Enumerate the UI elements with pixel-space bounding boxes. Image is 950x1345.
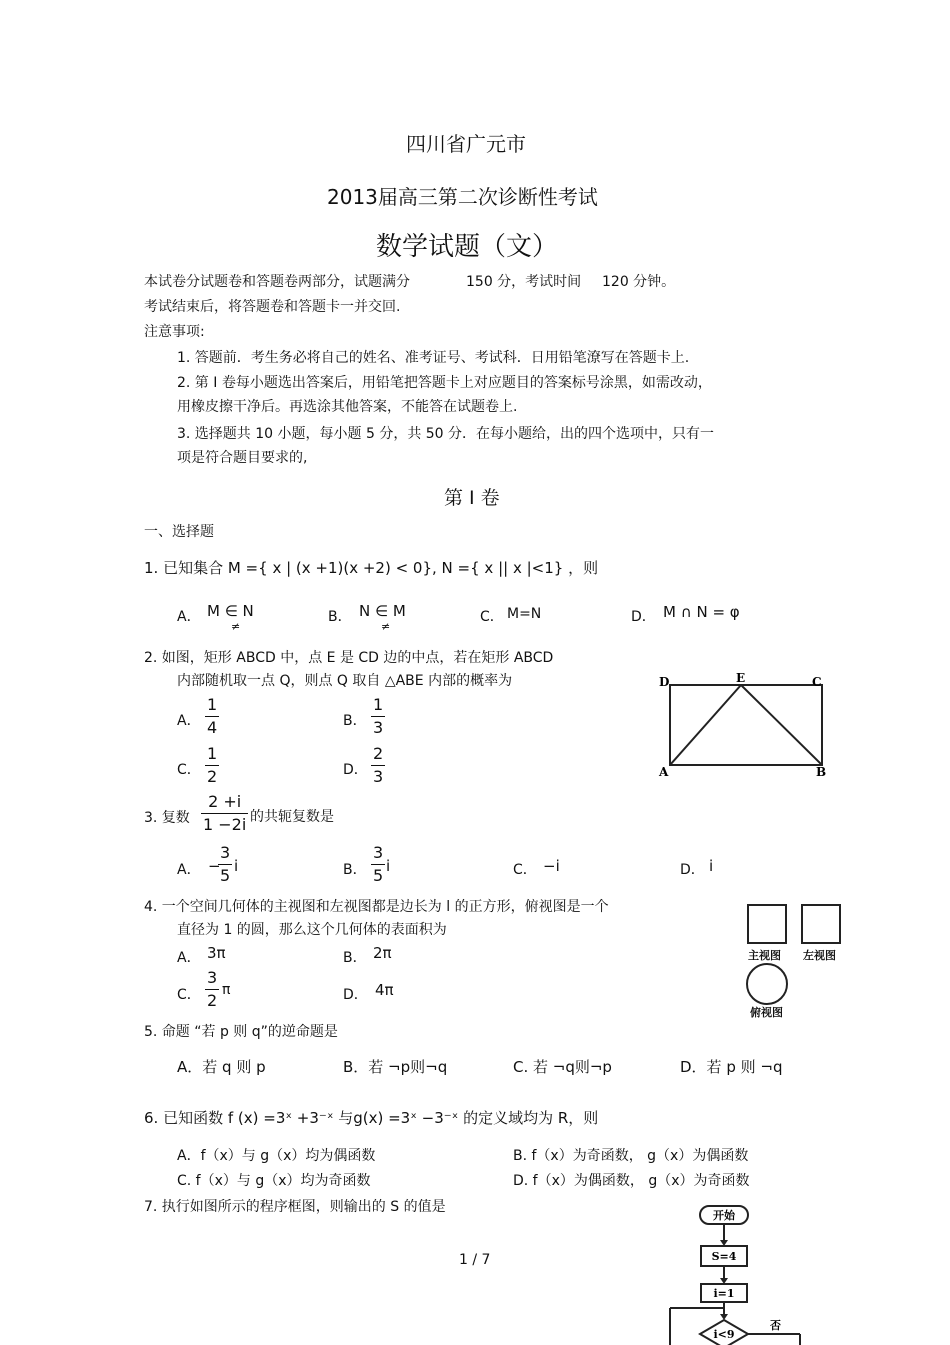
- q2-b-num: 1: [373, 695, 384, 714]
- left-view-square: [801, 904, 841, 944]
- q3-a-den: 5: [220, 866, 231, 885]
- segment-eb: [741, 685, 822, 765]
- label-d: D: [659, 675, 670, 689]
- left-view-label: 左视图: [803, 949, 836, 962]
- q3-b-num: 3: [373, 843, 384, 862]
- q2-stem-2: 内部随机取一点 Q，则点 Q 取自 △ABE 内部的概率为: [177, 673, 513, 689]
- q1-b: N ∈ M: [359, 602, 406, 620]
- q2-b-den: 3: [373, 718, 384, 737]
- q2-d-fraction: [371, 746, 385, 785]
- q6-a: A．f（x）与 g（x）均为偶函数: [177, 1148, 376, 1164]
- q3-a-i: i: [234, 857, 239, 875]
- rectangle-abcd-figure: [655, 672, 835, 784]
- label-b: B: [816, 765, 827, 779]
- q2-a-den: 4: [207, 718, 218, 737]
- rect-outline: [670, 685, 822, 765]
- page-number: 1 / 7: [459, 1252, 491, 1268]
- part-heading: 一、选择题: [144, 524, 214, 540]
- segment-ae: [670, 685, 741, 765]
- q3-c-label: C．: [513, 862, 537, 878]
- q4-b: 2π: [373, 944, 392, 962]
- intro-line2: 考试结束后，将答题卷和答题卡一并交回.: [144, 299, 401, 315]
- note-3a: 3. 选择题共 10 小题，每小题 5 分，共 50 分．在每小题给，出的四个选项中，只有一: [177, 426, 715, 442]
- note-2b: 用橡皮擦干净后。再选涂其他答案，不能答在试题卷上.: [177, 399, 518, 415]
- q6-d: D. f（x）为偶函数， g（x）为奇函数: [513, 1173, 750, 1189]
- flow-no-label: 否: [770, 1319, 781, 1332]
- q4-a-label: A．: [177, 950, 201, 966]
- program-flowchart: [660, 1200, 820, 1345]
- q3-a-sign: −: [208, 857, 221, 875]
- q2-d-den: 3: [373, 767, 384, 786]
- label-c: C: [812, 675, 822, 689]
- q1-b-label: B．: [328, 609, 352, 625]
- q3-num: 2 +i: [208, 792, 242, 811]
- intro-line1: 本试卷分试题卷和答题卷两部分，试题满分: [144, 274, 410, 290]
- note-1: 1. 答题前．考生务必将自己的姓名、准考证号、考试科．日用铅笔潦写在答题卡上.: [177, 350, 690, 366]
- q6-stem: 6. 已知函数 f (x) =3ˣ +3⁻ˣ 与g(x) =3ˣ −3⁻ˣ 的定义域均为 R，则: [144, 1109, 599, 1127]
- q3-label: 3. 复数: [144, 810, 190, 826]
- q1-b-sub: ≠: [381, 620, 391, 633]
- q1-d-label: D．: [631, 609, 656, 625]
- note-3b: 项是符合题目要求的,: [177, 450, 308, 466]
- q4-d-label: D．: [343, 987, 368, 1003]
- label-a: A: [659, 765, 669, 779]
- q2-a-num: 1: [207, 695, 218, 714]
- q2-c-den: 2: [207, 767, 218, 786]
- q4-c-den: 2: [207, 991, 218, 1010]
- q1-d: M ∩ N = φ: [663, 603, 740, 621]
- q5-stem: 5. 命题 “若 p 则 q”的逆命题是: [144, 1024, 338, 1040]
- q3-a-label: A．: [177, 862, 201, 878]
- q1-c-label: C．: [480, 609, 504, 625]
- q3-d: i: [709, 857, 714, 875]
- q1-a-sub: ≠: [231, 620, 241, 633]
- q4-b-label: B．: [343, 950, 367, 966]
- q5-a: A．若 q 则 p: [177, 1058, 266, 1076]
- q3-d-label: D．: [680, 862, 705, 878]
- q1-stem: 1. 已知集合 M ={ x | (x +1)(x +2) < 0}, N ={ x || x |<1} ，则: [144, 559, 599, 577]
- front-view-label: 主视图: [748, 949, 781, 962]
- top-view-label: 俯视图: [750, 1006, 783, 1019]
- q3-a-fraction: [218, 845, 232, 884]
- q3-den: 1 −2i: [203, 815, 247, 834]
- flow-start-text: 开始: [713, 1209, 735, 1222]
- q6-b: B. f（x）为奇函数， g（x）为偶函数: [513, 1148, 749, 1164]
- q3-b-label: B．: [343, 862, 367, 878]
- q3-a-num: 3: [220, 843, 231, 862]
- note-2a: 2. 第 Ⅰ 卷每小题选出答案后，用铅笔把答题卡上对应题目的答案标号涂黑，如需改动，: [177, 375, 712, 391]
- q2-a-label: A．: [177, 713, 201, 729]
- q2-stem-1: 2. 如图，矩形 ABCD 中，点 E 是 CD 边的中点，若在矩形 ABCD: [144, 650, 554, 666]
- q4-d: 4π: [375, 981, 394, 999]
- flow-i-text: i=1: [713, 1287, 735, 1300]
- volume-heading: 第 Ⅰ 卷: [444, 487, 500, 509]
- q2-a-fraction: [205, 697, 219, 736]
- top-view-circle: [746, 963, 788, 1005]
- q2-c-label: C．: [177, 762, 201, 778]
- q3-fraction: [201, 794, 248, 833]
- q3-tail: 的共轭复数是: [250, 809, 334, 825]
- q4-a: 3π: [207, 944, 226, 962]
- q4-stem-2: 直径为 1 的圆，那么这个几何体的表面积为: [177, 922, 447, 938]
- q2-c-num: 1: [207, 744, 218, 763]
- label-e: E: [736, 672, 746, 685]
- q5-c: C. 若 ¬q则¬p: [513, 1058, 612, 1076]
- doc-title-exam: 2013届高三第二次诊断性考试: [327, 185, 598, 209]
- q5-d: D．若 p 则 ¬q: [680, 1058, 783, 1076]
- q6-c: C. f（x）与 g（x）均为奇函数: [177, 1173, 371, 1189]
- q3-b-fraction: [371, 845, 385, 884]
- q3-b-i: i: [386, 857, 391, 875]
- q2-d-label: D．: [343, 762, 368, 778]
- q4-c-pi: π: [222, 982, 231, 998]
- q2-c-fraction: [205, 746, 219, 785]
- q1-a: M ∈ N: [207, 602, 254, 620]
- q4-stem-1: 4. 一个空间几何体的主视图和左视图都是边长为 l 的正方形，俯视图是一个: [144, 899, 609, 915]
- q7-stem: 7. 执行如图所示的程序框图，则输出的 S 的值是: [144, 1199, 446, 1215]
- q3-b-den: 5: [373, 866, 384, 885]
- q3-c: −i: [543, 857, 560, 875]
- flow-condition-text: i<9: [713, 1328, 735, 1341]
- doc-title-region: 四川省广元市: [406, 132, 526, 156]
- flow-s-text: S=4: [711, 1250, 737, 1263]
- q1-c: M=N: [507, 606, 542, 622]
- q5-b: B．若 ¬p则¬q: [343, 1058, 448, 1076]
- q4-c-num: 3: [207, 968, 218, 987]
- notes-title: 注意事项:: [144, 324, 205, 340]
- q2-b-fraction: [371, 697, 385, 736]
- intro-score: 150 分，考试时间: [466, 274, 582, 290]
- q2-d-num: 2: [373, 744, 384, 763]
- front-view-square: [747, 904, 787, 944]
- intro-time: 120 分钟。: [602, 274, 676, 290]
- doc-title-subject: 数学试题（文）: [376, 232, 559, 262]
- q2-b-label: B．: [343, 713, 367, 729]
- q4-c-fraction: [205, 970, 219, 1009]
- q1-a-label: A．: [177, 609, 201, 625]
- q4-c-label: C．: [177, 987, 201, 1003]
